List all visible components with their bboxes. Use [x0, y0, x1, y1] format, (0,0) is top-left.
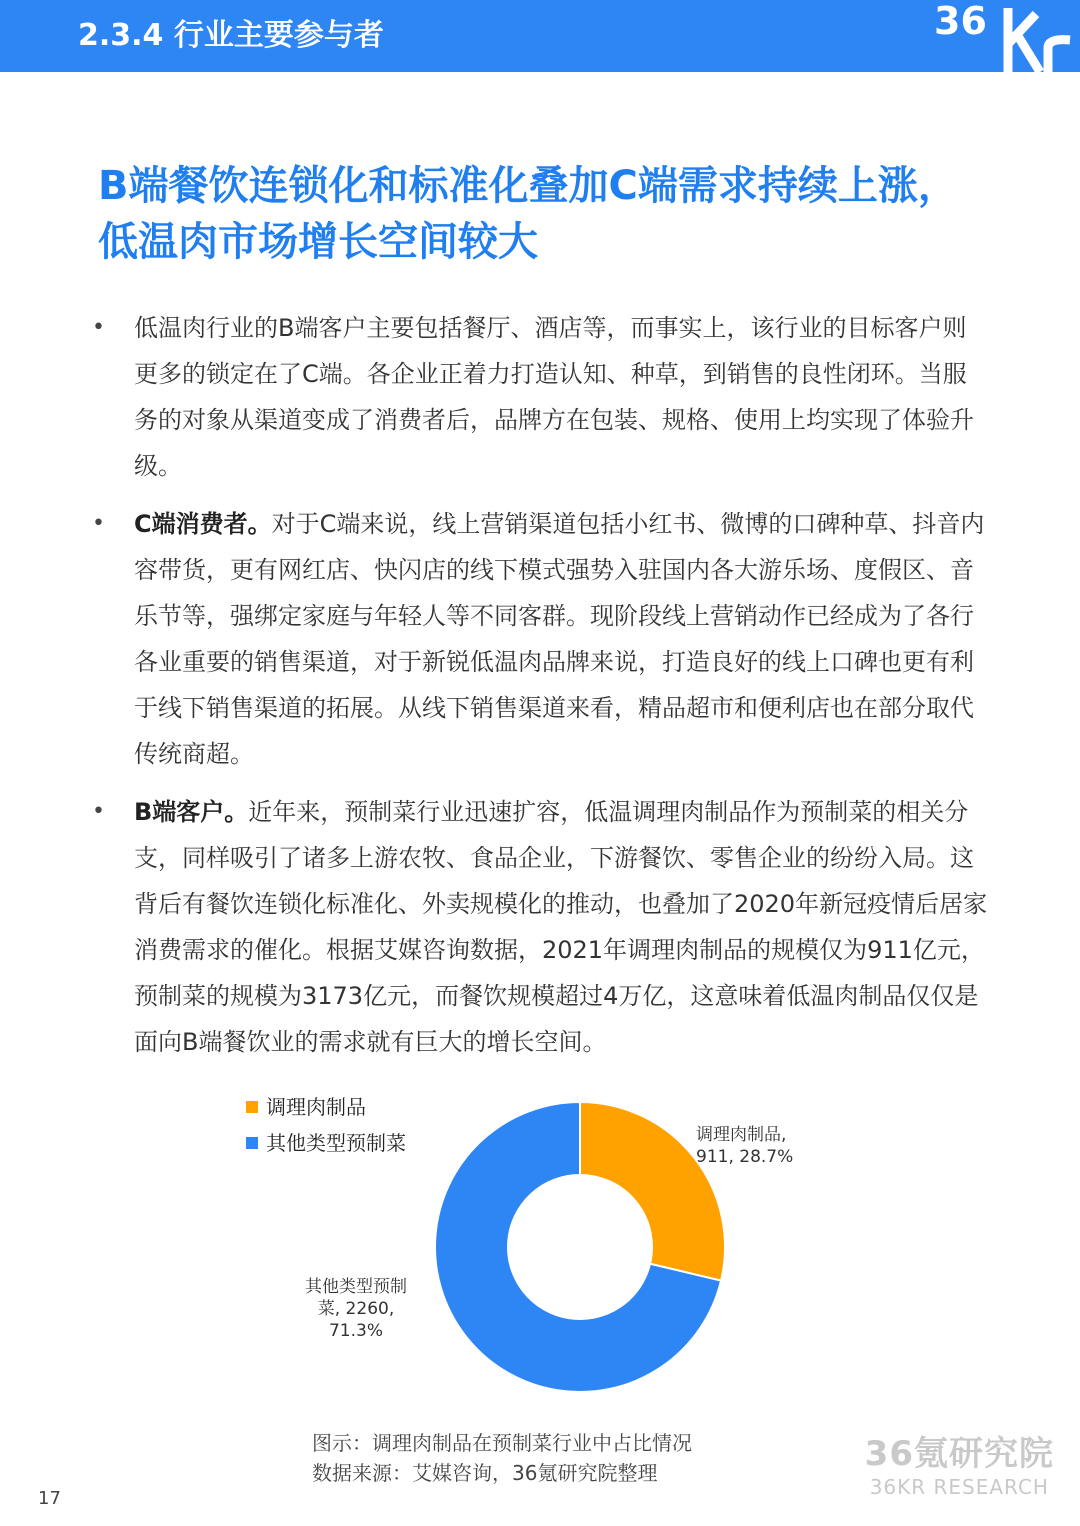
- page-title: [98, 158, 1038, 270]
- bullet-lead: B端客户。: [134, 798, 249, 826]
- watermark: [865, 1434, 1054, 1500]
- bullet-body: 对于C端来说，线上营销渠道包括小红书、微博的口碑种草、抖音内容带货，更有网红店、快闪店的线下模式强势入驻国内各大游乐场、度假区、音乐节等，强绑定家庭与年轻人等不同客群。现阶段线上营销动作已经成为了各行各业重要的销售渠道，对于新锐低温肉品牌来说，打造良好的线上口碑也更有利于线下销售渠道的拓展。从线下销售渠道来看，精品超市和便利店也在部分取代传统商超。: [134, 510, 985, 768]
- page-number: 17: [38, 1488, 61, 1509]
- bullet-text: [134, 789, 988, 1065]
- svg-text:36: 36: [934, 0, 987, 43]
- watermark-en: 36KR RESEARCH: [869, 1475, 1049, 1499]
- bullet-text: [134, 305, 988, 489]
- bullet-item-b-customers: [88, 789, 988, 1065]
- bullet-list: [88, 305, 988, 1077]
- bullet-body: 低温肉行业的B端客户主要包括餐厅、酒店等，而事实上，该行业的目标客户则更多的锁定在了C端。各企业正着力打造认知、种草，到销售的良性闭环。当服务的对象从渠道变成了消费者后，品牌方在包装、规格、使用上均实现了体验升级。: [134, 314, 974, 480]
- bullet-item-c-consumers: [88, 501, 988, 777]
- bullet-dot-icon: •: [92, 315, 105, 340]
- chart-legend: [246, 1095, 406, 1155]
- watermark-cn: 36氪研究院: [864, 1434, 1054, 1474]
- page-title-line-2: 低温肉市场增长空间较大: [98, 219, 538, 265]
- bullet-item-b2b-overview: [88, 305, 988, 489]
- legend-swatch-2: [246, 1137, 258, 1149]
- section-label: 2.3.4 行业主要参与者: [78, 18, 384, 53]
- brand-logo: [930, 0, 1080, 72]
- donut-slices: [435, 1102, 725, 1392]
- bullet-dot-icon: •: [92, 799, 105, 824]
- legend-swatch-1: [246, 1101, 258, 1113]
- caption-figure: 图示：调理肉制品在预制菜行业中占比情况: [312, 1431, 692, 1455]
- bullet-dot-icon: •: [92, 511, 105, 536]
- figure-caption: [312, 1428, 692, 1488]
- data-label-1: 调理肉制品, 911, 28.7%: [696, 1125, 794, 1167]
- bullet-body: 近年来，预制菜行业迅速扩容，低温调理肉制品作为预制菜的相关分支，同样吸引了诸多上游农牧、食品企业，下游餐饮、零售企业的纷纷入局。这背后有餐饮连锁化标准化、外卖规模化的推动，也叠加了2020年新冠疫情后居家消费需求的催化。根据艾媒咨询数据，2021年调理肉制品的规模仅为911亿元，预制菜的规模为3173亿元，而餐饮规模超过4万亿，这意味着低温肉制品仅仅是面向B端餐饮业的需求就有巨大的增长空间。: [134, 798, 988, 1056]
- data-label-2: 其他类型预制菜, 2260, 71.3%: [305, 1277, 407, 1341]
- caption-source: 数据来源：艾媒咨询，36氪研究院整理: [312, 1461, 658, 1485]
- donut-chart: [220, 1082, 860, 1402]
- bullet-text: [134, 501, 988, 777]
- page-title-line-1: B端餐饮连锁化和标准化叠加C端需求持续上涨，: [98, 163, 958, 209]
- bullet-lead: C端消费者。: [134, 510, 272, 538]
- legend-label-1: 调理肉制品: [266, 1095, 366, 1119]
- legend-label-2: 其他类型预制菜: [266, 1131, 406, 1155]
